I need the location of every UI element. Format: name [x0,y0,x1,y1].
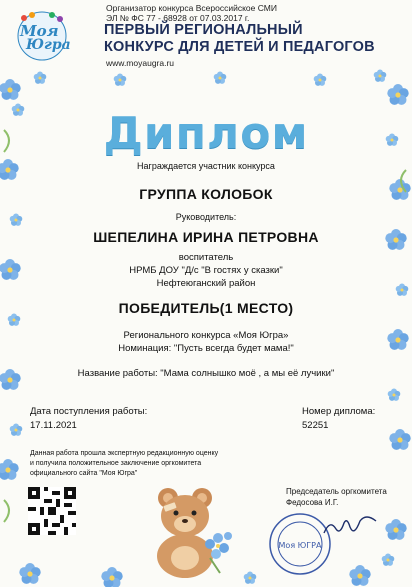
registration-text: ЭЛ № ФС 77 - 68928 от 07.03.2017 г. [106,13,250,23]
logo-text-line2: Югра [26,37,71,53]
contest-title-line1: ПЕРВЫЙ РЕГИОНАЛЬНЫЙ [104,22,303,38]
institution-text: НРМБ ДОУ "Д/с "В гостях у сказки" [129,265,283,276]
chair-label: Председатель оргкомитета [286,487,387,496]
work-title: Название работы: "Мама солнышко моё , а мы её лучики" [77,368,335,379]
website-link[interactable]: www.moyaugra.ru [106,58,175,68]
result-text: ПОБЕДИТЕЛЬ(1 МЕСТО) [118,300,294,316]
received-date: 17.11.2021 [30,420,77,431]
seal-text: Моя ЮГРА [278,541,322,550]
contest-line: Регионального конкурса «Моя Югра» [123,330,289,341]
diploma-number: 52251 [302,420,329,431]
header [0,0,412,72]
logo-text-line1: Моя [20,22,59,40]
position-text: воспитатель [178,252,234,263]
expert-note-line1: Данная работа прошла экспертную редакционную оценку [30,450,219,457]
leader-label: Руководитель: [175,212,237,222]
leader-name: ШЕПЕЛИНА ИРИНА ПЕТРОВНА [93,229,319,245]
organizer-text: Организатор конкурса Всероссийское СМИ [106,3,277,13]
awarded-text: Награждается участник конкурса [137,161,275,171]
contest-title [104,22,375,56]
qr-code[interactable] [28,487,76,535]
participant-name: ГРУППА КОЛОБОК [139,186,273,202]
district-text: Нефтеюганский район [156,278,256,289]
expert-note-line3: официального сайта "Моя Югра" [30,470,138,477]
nomination-text: Номинация: "Пусть всегда будет мама!" [118,343,294,354]
teddy-bear-illustration [140,478,240,578]
chair-signature [320,515,380,539]
contest-title-line2: КОНКУРС ДЛЯ ДЕТЕЙ И ПЕДАГОГОВ [104,39,375,55]
expert-note-line2: и получила положительное заключение оргкомитета [30,460,202,467]
diploma-title: Диплом [103,108,309,159]
diploma-number-label: Номер диплома: [302,406,376,417]
chair-name: Федосова И.Г. [286,498,339,507]
received-label: Дата поступления работы: [30,406,148,417]
